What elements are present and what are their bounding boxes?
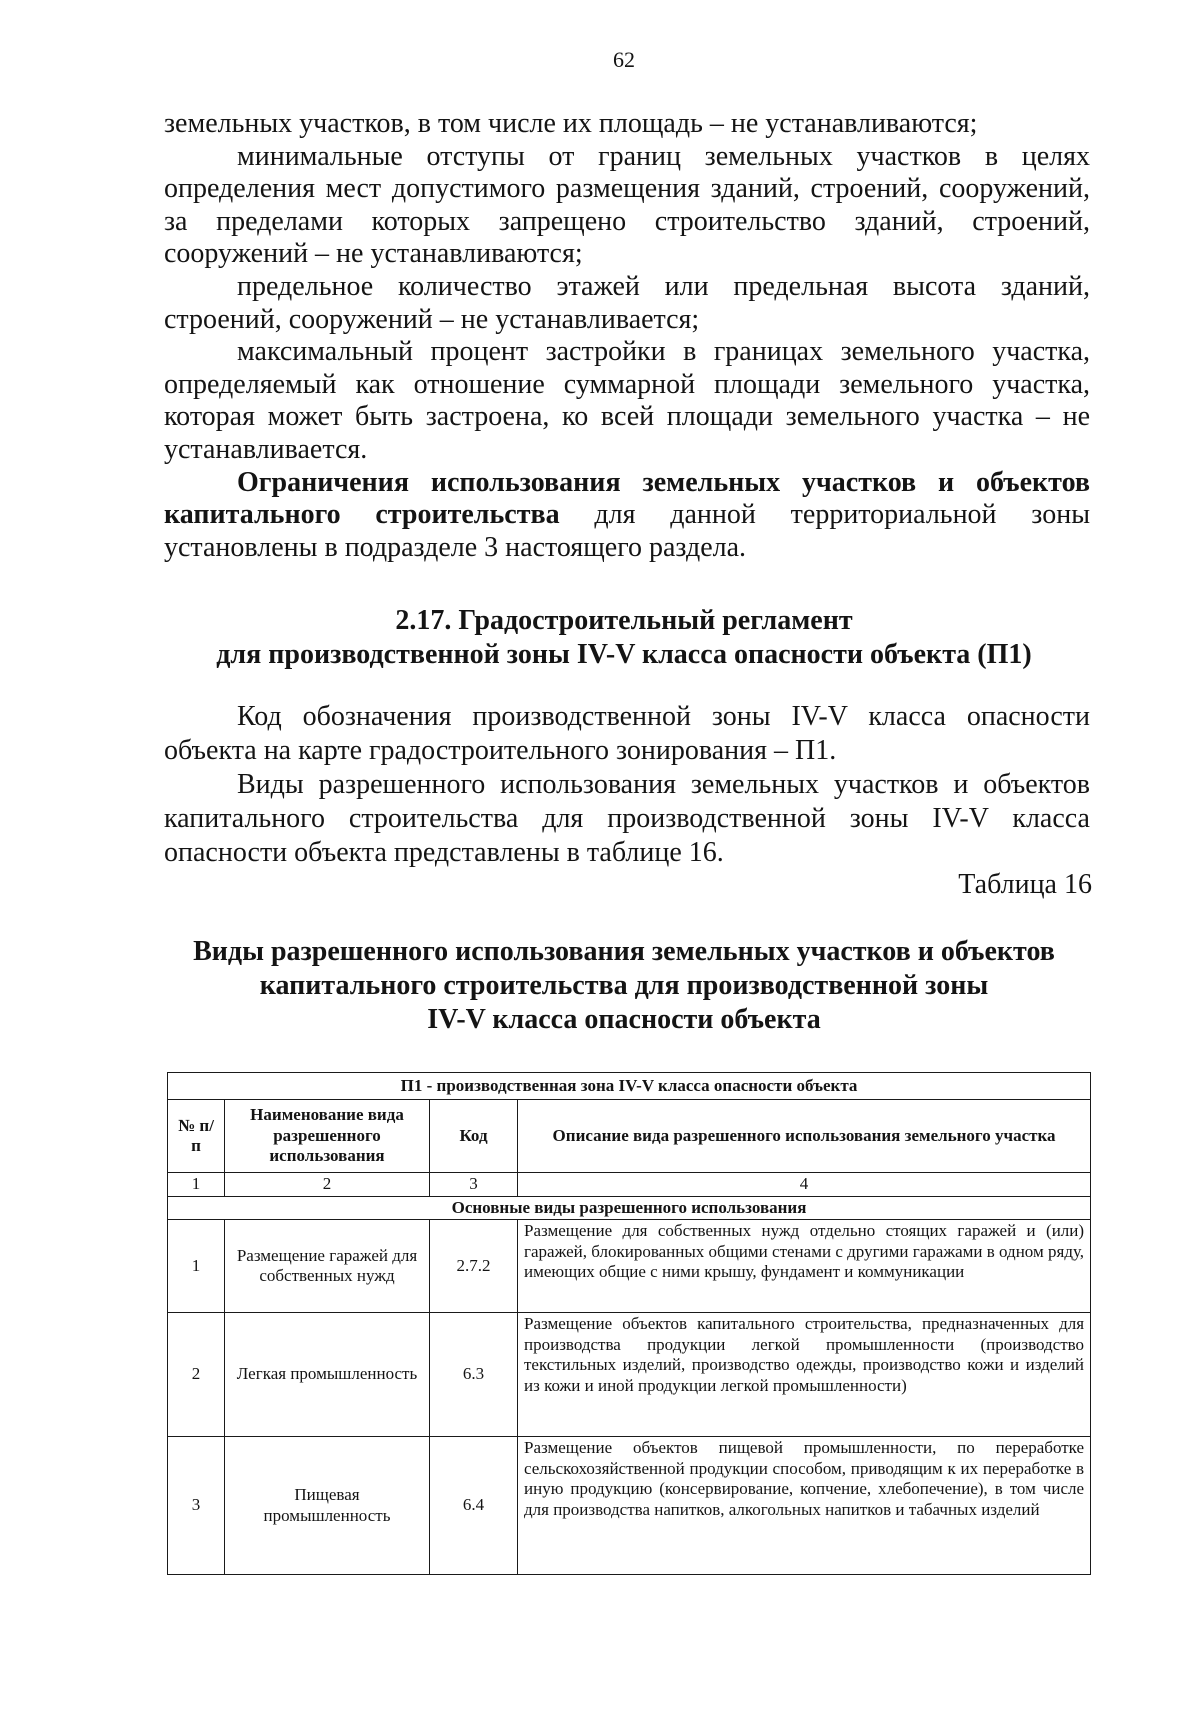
restrictions-bold: Ограничения использования земельных участков и объектов капитального строительства xyxy=(164,466,1090,531)
row-num: 3 xyxy=(168,1437,225,1575)
header-num: № п/п xyxy=(168,1100,225,1173)
table-row xyxy=(168,1220,1091,1313)
section-heading-line1: 2.17. Градостроительный регламент xyxy=(395,605,853,636)
page-number: 62 xyxy=(613,47,635,72)
table-title-line3: IV-V класса опасности объекта xyxy=(427,1004,821,1035)
table-title-line1: Виды разрешенного использования земельных участков и объектов xyxy=(193,936,1055,967)
column-number: 2 xyxy=(225,1173,430,1197)
paragraph-zone-code: Код обозначения производственной зоны IV-V класса опасности объекта на карте градостроительного зонирования – П1. xyxy=(164,701,1090,766)
row-description: Размещение объектов пищевой промышленности, по переработке сельскохозяйственной продукции способом, приводящим к их переработке в иную продукцию (консервирование, копчение, хлебопечение), в том числе для производства напитков, алкогольных напитков и табачных изделий xyxy=(518,1437,1091,1575)
table-caption: Таблица 16 xyxy=(958,869,1092,900)
section-heading-line2: для производственной зоны IV-V класса опасности объекта (П1) xyxy=(216,639,1032,670)
subheader-row xyxy=(168,1196,1091,1220)
paragraph-restrictions xyxy=(164,467,1090,565)
column-number: 4 xyxy=(518,1173,1091,1197)
paragraph-setbacks: минимальные отступы от границ земельных участков в целях определения мест допустимого размещения зданий, строений, сооружений, за пределами которых запрещено строительство зданий, строений, сооружений – не устанавливаются; xyxy=(164,140,1090,270)
zone-header-row xyxy=(168,1073,1091,1100)
usage-types-table xyxy=(167,1072,1091,1575)
table-title xyxy=(0,935,1200,1037)
column-number: 1 xyxy=(168,1173,225,1197)
section-paragraphs xyxy=(164,700,1090,870)
header-code: Код xyxy=(430,1100,518,1173)
subheader-cell: Основные виды разрешенного использования xyxy=(168,1196,1091,1220)
row-name: Легкая промышленность xyxy=(225,1313,430,1437)
zone-header-cell: П1 - производственная зона IV-V класса опасности объекта xyxy=(168,1073,1091,1100)
table-row xyxy=(168,1437,1091,1575)
column-number: 3 xyxy=(430,1173,518,1197)
column-header-row xyxy=(168,1100,1091,1173)
restrictions-rest: для данной территориальной зоны установлены в подразделе 3 настоящего раздела. xyxy=(164,499,1091,563)
row-name: Пищевая промышленность xyxy=(225,1437,430,1575)
header-name: Наименование вида разрешенного использования xyxy=(225,1100,430,1173)
table-title-line2: капитального строительства для производственной зоны xyxy=(259,970,989,1001)
paragraph-coverage: максимальный процент застройки в границах земельного участка, определяемый как отношение суммарной площади земельного участка, которая может быть застроена, ко всей площади земельного участка – не устанавливается. xyxy=(164,336,1090,465)
row-description: Размещение объектов капитального строительства, предназначенных для производства продукции легкой промышленности (производство текстильных изделий, производство одежды, производство кожи и изделий из кожи и иной продукции легкой промышленности) xyxy=(518,1313,1091,1437)
row-name: Размещение гаражей для собственных нужд xyxy=(225,1220,430,1313)
row-num: 1 xyxy=(168,1220,225,1313)
paragraph-usage-types: Виды разрешенного использования земельных участков и объектов капитального строительства для производственной зоны IV-V класса опасности объекта представлены в таблице 16. xyxy=(164,769,1090,868)
row-description: Размещение для собственных нужд отдельно стоящих гаражей и (или) гаражей, блокированных общими стенами с другими гаражами в одном ряду, имеющих общие с ними крышу, фундамент и коммуникации xyxy=(518,1220,1091,1313)
column-number-row xyxy=(168,1173,1091,1197)
body-text xyxy=(164,108,1090,564)
section-heading xyxy=(0,604,1200,672)
paragraph-floors: предельное количество этажей или предельная высота зданий, строений, сооружений – не устанавливается; xyxy=(164,270,1090,335)
table-row xyxy=(168,1313,1091,1437)
row-code: 6.3 xyxy=(430,1313,518,1437)
row-code: 2.7.2 xyxy=(430,1220,518,1313)
row-num: 2 xyxy=(168,1313,225,1437)
row-code: 6.4 xyxy=(430,1437,518,1575)
header-description: Описание вида разрешенного использования земельного участка xyxy=(518,1100,1091,1173)
paragraph-land-plots: земельных участков, в том числе их площадь – не устанавливаются; xyxy=(164,108,978,139)
